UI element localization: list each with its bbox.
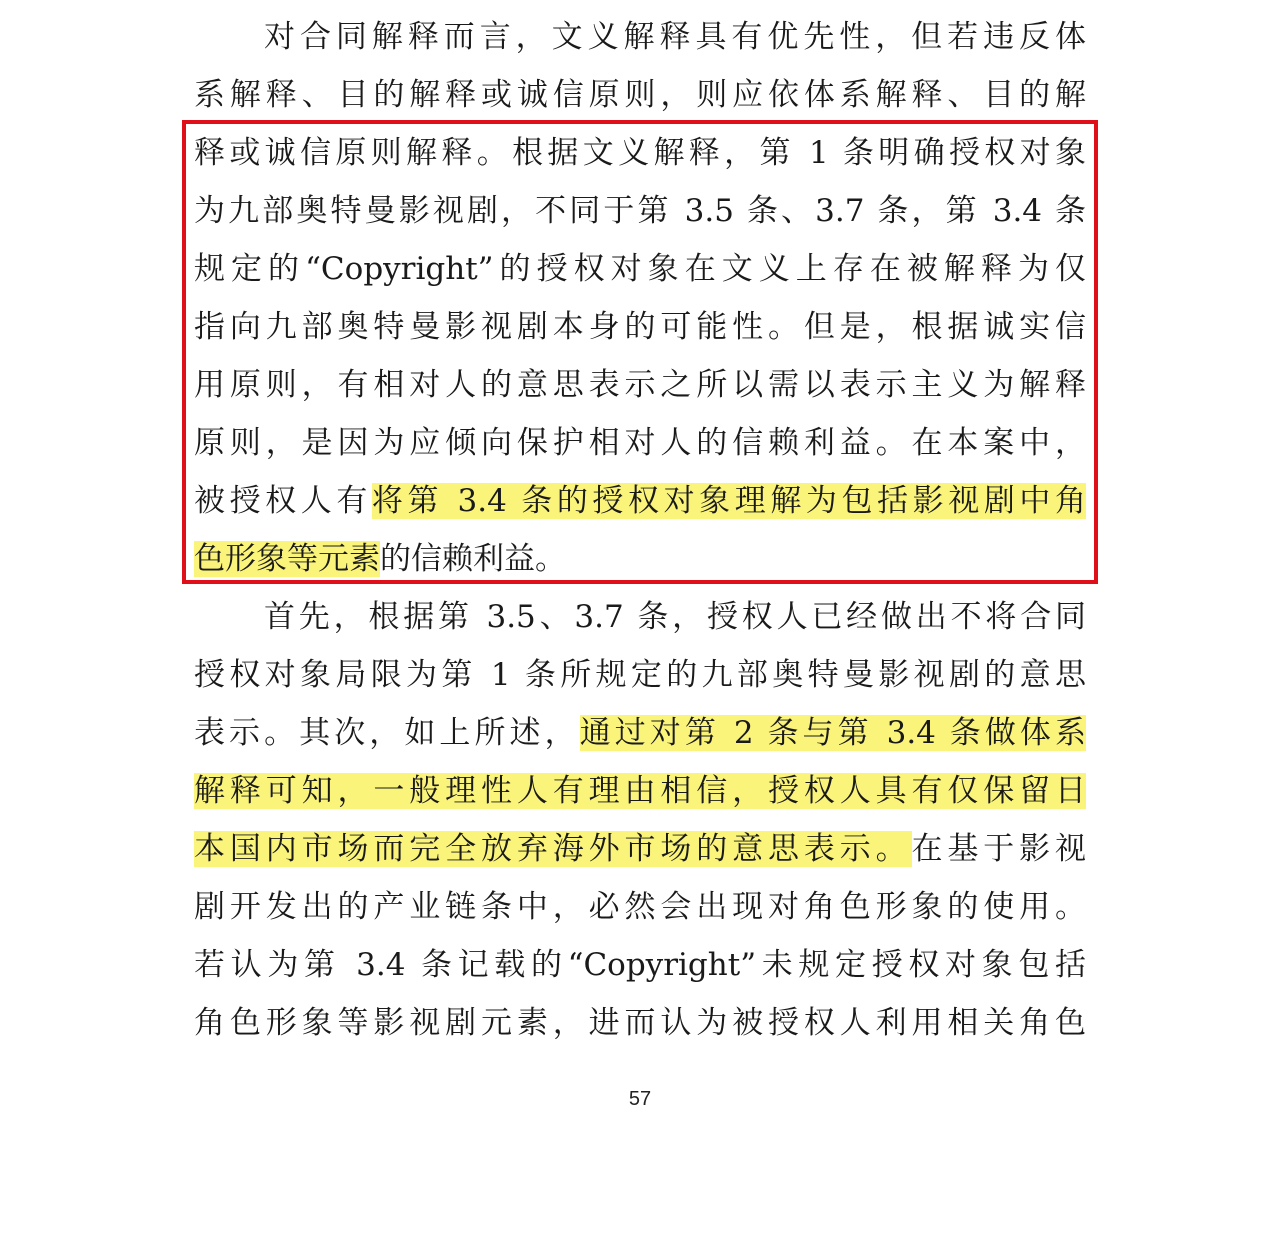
paragraph-1-line-10 xyxy=(194,530,1086,588)
highlighted-text: 通过对第 2 条与第 3.4 条做体系 xyxy=(579,715,1086,751)
paragraph-2-line-8: 角色形象等影视剧元素，进而认为被授权人利用相关角色 xyxy=(194,1005,1086,1041)
paragraph-2-line-6: 剧开发出的产业链条中，必然会出现对角色形象的使用。 xyxy=(194,889,1086,925)
paragraph-1-line-8: 原则，是因为应倾向保护相对人的信赖利益。在本案中， xyxy=(194,425,1086,461)
paragraph-1-line-4: 为九部奥特曼影视剧，不同于第 3.5 条、3.7 条，第 3.4 条 xyxy=(194,193,1086,229)
highlighted-text: 本国内市场而完全放弃海外市场的意思表示。 xyxy=(194,831,912,867)
paragraph-1-line-2: 系解释、目的解释或诚信原则，则应依体系解释、目的解 xyxy=(194,77,1086,113)
plain-text: 被授权人有 xyxy=(194,483,372,519)
plain-text: 的信赖利益。 xyxy=(380,541,566,577)
paragraph-2-line-2: 授权对象局限为第 1 条所规定的九部奥特曼影视剧的意思 xyxy=(194,657,1086,693)
paragraph-1-line-6: 指向九部奥特曼影视剧本身的可能性。但是，根据诚实信 xyxy=(194,309,1086,345)
paragraph-2-line-1: 首先，根据第 3.5、3.7 条，授权人已经做出不将合同 xyxy=(264,599,1086,635)
paragraph-2-line-3 xyxy=(194,704,1086,762)
plain-text: 表示。其次，如上所述， xyxy=(194,715,580,751)
highlighted-text: 将第 3.4 条的授权对象理解为包括影视剧中角 xyxy=(371,483,1086,519)
page-number: 57 xyxy=(628,1088,652,1110)
paragraph-1-line-3: 释或诚信原则解释。根据文义解释，第 1 条明确授权对象 xyxy=(194,135,1086,171)
paragraph-1-line-7: 用原则，有相对人的意思表示之所以需以表示主义为解释 xyxy=(194,367,1086,403)
paragraph-2-line-4 xyxy=(194,762,1086,820)
paragraph-2-line-7: 若认为第 3.4 条记载的“Copyright”未规定授权对象包括 xyxy=(194,947,1086,983)
highlighted-text: 色形象等元素 xyxy=(194,541,380,577)
paragraph-1-line-5: 规定的“Copyright”的授权对象在文义上存在被解释为仅 xyxy=(194,251,1086,287)
paragraph-1-line-9 xyxy=(194,472,1086,530)
highlighted-text: 解释可知，一般理性人有理由相信，授权人具有仅保留日 xyxy=(194,773,1086,809)
paragraph-1-line-1: 对合同解释而言，文义解释具有优先性，但若违反体 xyxy=(264,19,1086,55)
paragraph-2-line-5 xyxy=(194,820,1086,878)
plain-text: 在基于影视 xyxy=(911,831,1086,867)
